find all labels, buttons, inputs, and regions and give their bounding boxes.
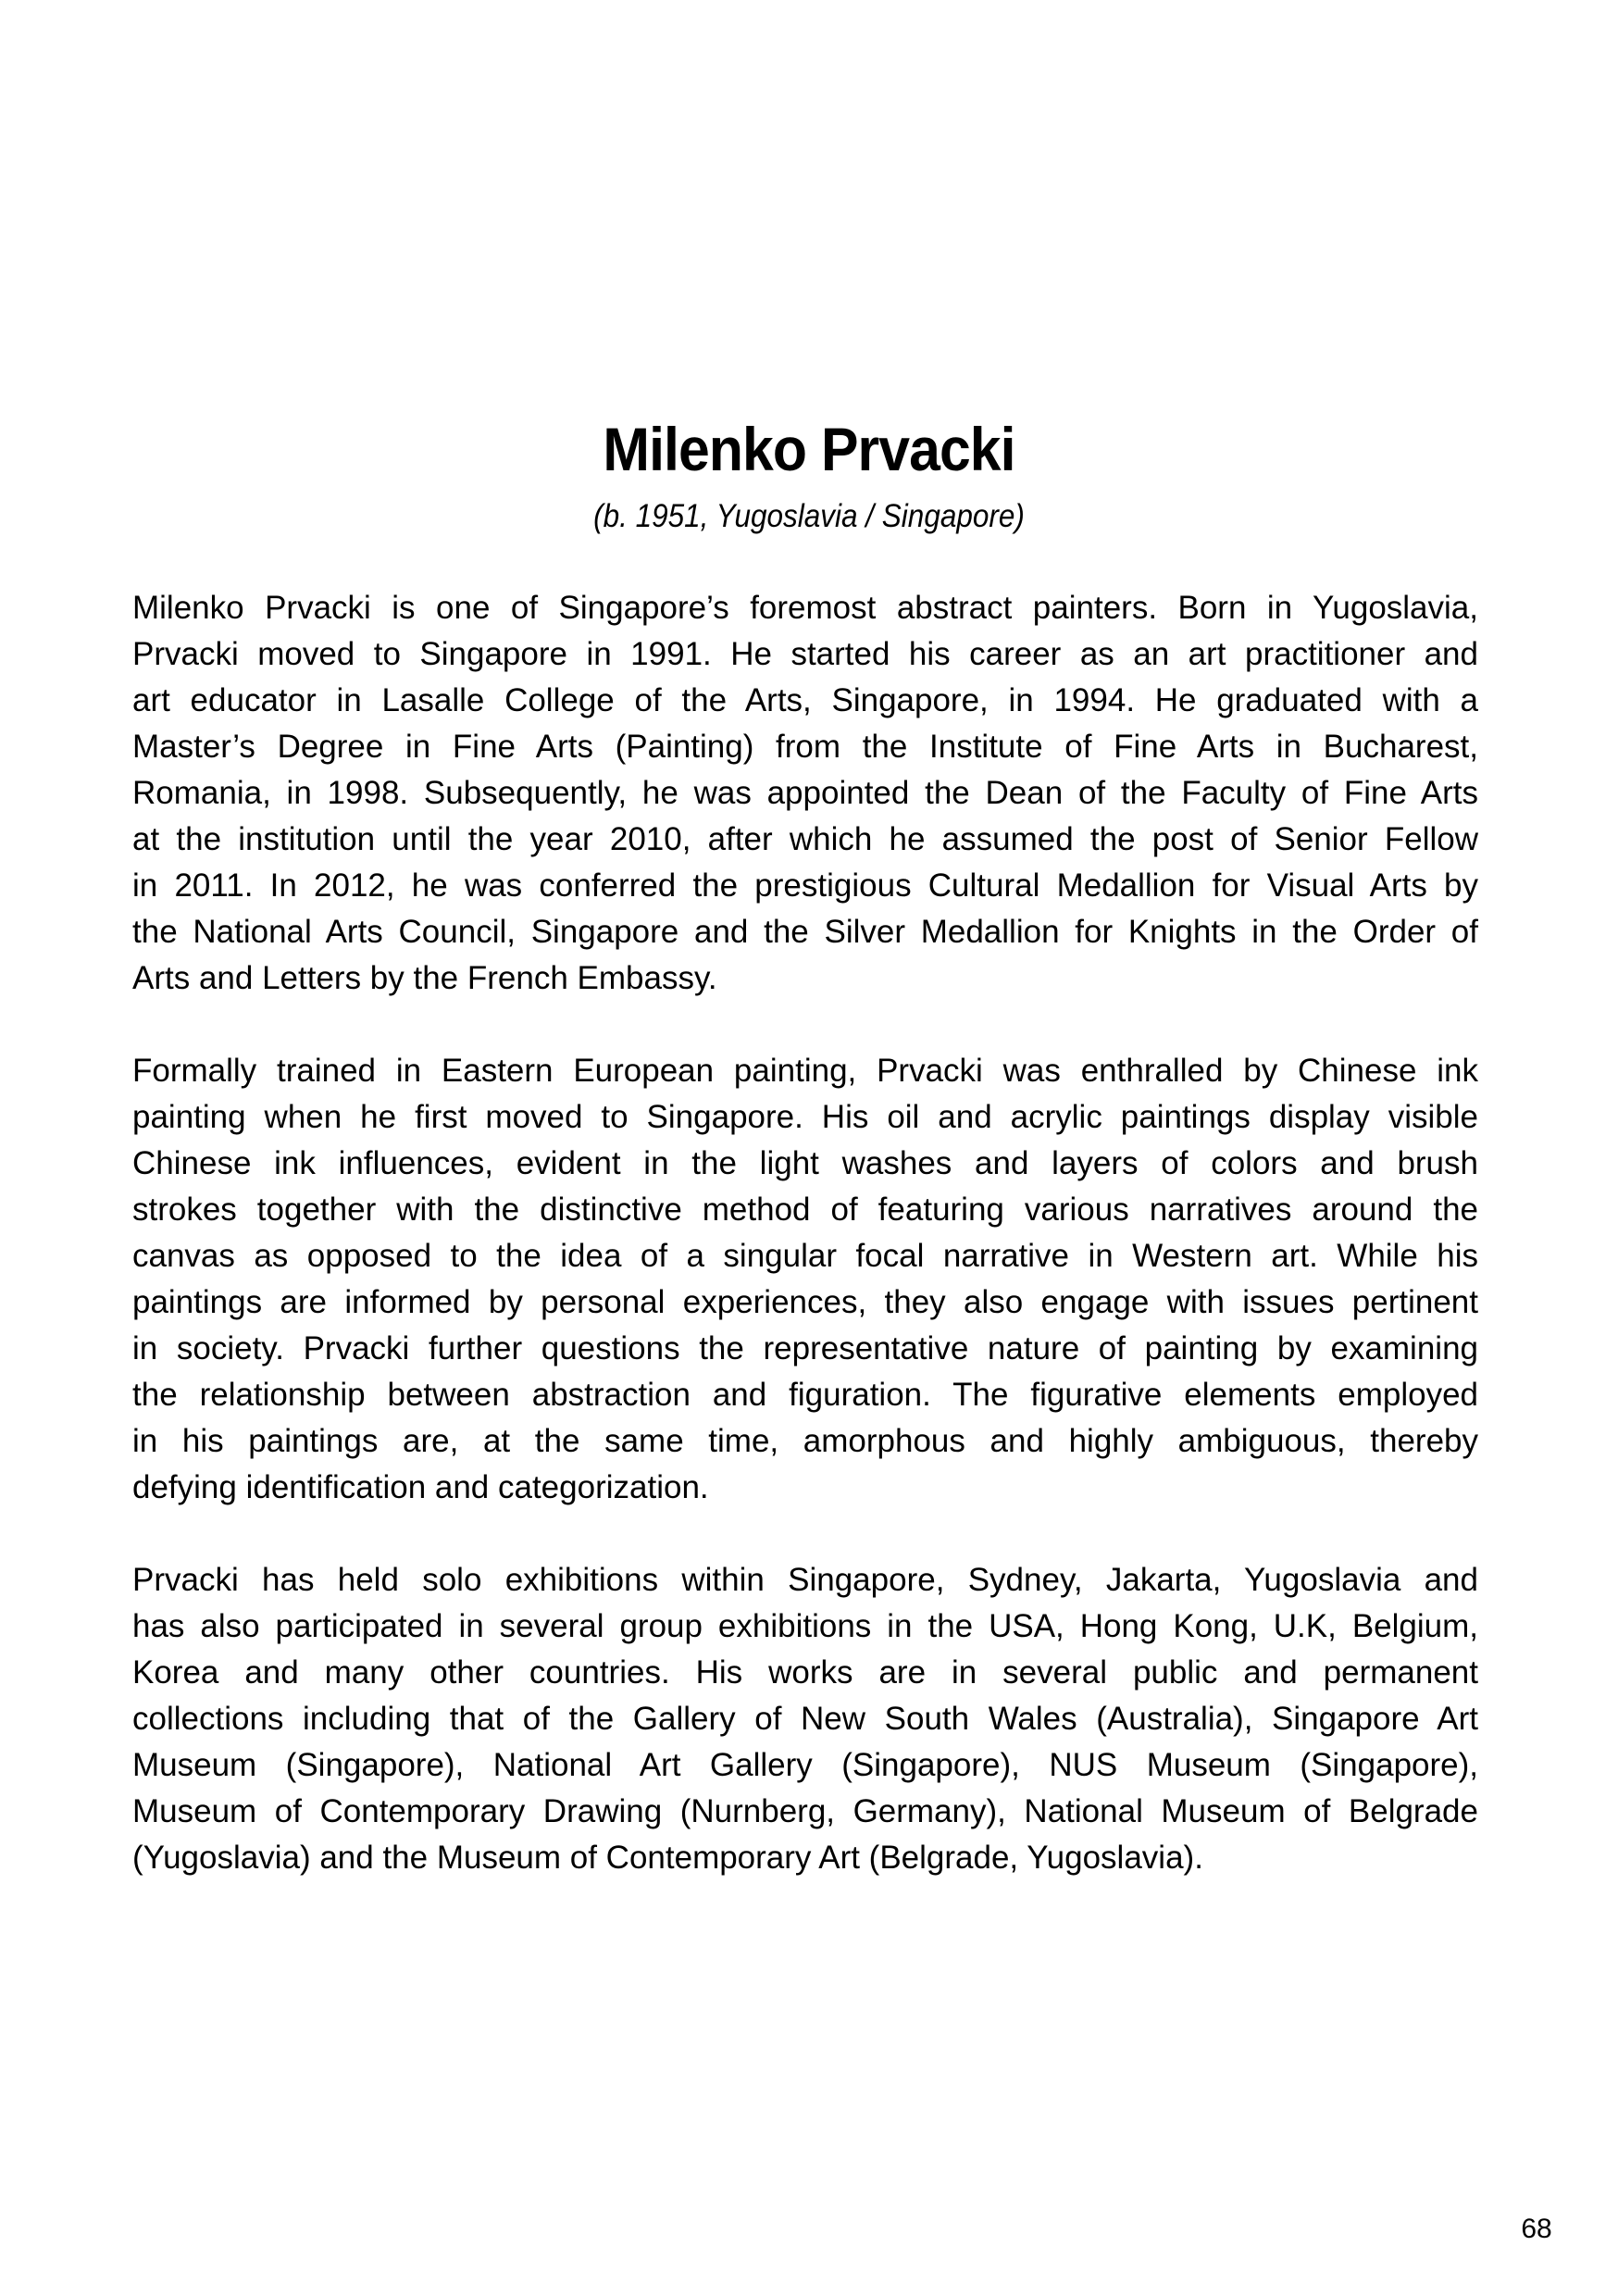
text-line: Formally trained in Eastern European painting, Prvacki was enthralled by Chinese ink <box>132 1053 1478 1089</box>
biography-body <box>132 585 1478 1928</box>
text-line: has also participated in several group exhibitions in the USA, Hong Kong, U.K, Belgium, <box>132 1608 1478 1644</box>
text-line: painting when he first moved to Singapore. His oil and acrylic paintings display visible <box>132 1099 1478 1135</box>
paragraph-2 <box>132 1048 1478 1511</box>
text-line: Prvacki moved to Singapore in 1991. He started his career as an art practitioner and <box>132 636 1478 672</box>
text-line: Korea and many other countries. His works are in several public and permanent <box>132 1654 1478 1691</box>
text-line: Chinese ink influences, evident in the light washes and layers of colors and brush <box>132 1145 1478 1181</box>
text-line: Arts and Letters by the French Embassy. <box>132 960 717 996</box>
text-line: strokes together with the distinctive method of featuring various narratives around the <box>132 1192 1478 1228</box>
text-line: the National Arts Council, Singapore and the Silver Medallion for Knights in the Order of <box>132 914 1478 950</box>
text-line: Museum of Contemporary Drawing (Nurnberg, Germany), National Museum of Belgrade <box>132 1793 1478 1829</box>
text-line: Prvacki has held solo exhibitions within Singapore, Sydney, Jakarta, Yugoslavia and <box>132 1562 1478 1598</box>
artist-birth-info: (b. 1951, Yugoslavia / Singapore) <box>593 498 1025 534</box>
text-line: (Yugoslavia) and the Museum of Contemporary Art (Belgrade, Yugoslavia). <box>132 1840 1203 1876</box>
text-line: collections including that of the Gallery of New South Wales (Australia), Singapore Art <box>132 1701 1478 1737</box>
text-line: defying identification and categorization. <box>132 1469 709 1505</box>
text-line: in 2011. In 2012, he was conferred the prestigious Cultural Medallion for Visual Arts by <box>132 867 1478 904</box>
text-line: Milenko Prvacki is one of Singapore’s foremost abstract painters. Born in Yugoslavia, <box>132 590 1478 626</box>
text-line: in society. Prvacki further questions the representative nature of painting by examining <box>132 1330 1478 1366</box>
paragraph-1 <box>132 585 1478 1002</box>
text-line: the relationship between abstraction and figuration. The figurative elements employed <box>132 1377 1478 1413</box>
page-number: 68 <box>1521 2214 1552 2244</box>
text-line: at the institution until the year 2010, after which he assumed the post of Senior Fellow <box>132 821 1478 857</box>
text-line: canvas as opposed to the idea of a singular focal narrative in Western art. While his <box>132 1238 1478 1274</box>
page-title: Milenko Prvacki <box>603 415 1015 483</box>
text-line: in his paintings are, at the same time, amorphous and highly ambiguous, thereby <box>132 1423 1478 1459</box>
text-line: paintings are informed by personal experiences, they also engage with issues pertinent <box>132 1284 1478 1320</box>
text-line: Romania, in 1998. Subsequently, he was appointed the Dean of the Faculty of Fine Arts <box>132 775 1478 811</box>
text-line: Museum (Singapore), National Art Gallery (Singapore), NUS Museum (Singapore), <box>132 1747 1478 1783</box>
text-line: art educator in Lasalle College of the Arts, Singapore, in 1994. He graduated with a <box>132 682 1478 718</box>
paragraph-3 <box>132 1557 1478 1881</box>
text-line: Master’s Degree in Fine Arts (Painting) from the Institute of Fine Arts in Bucharest, <box>132 729 1478 765</box>
